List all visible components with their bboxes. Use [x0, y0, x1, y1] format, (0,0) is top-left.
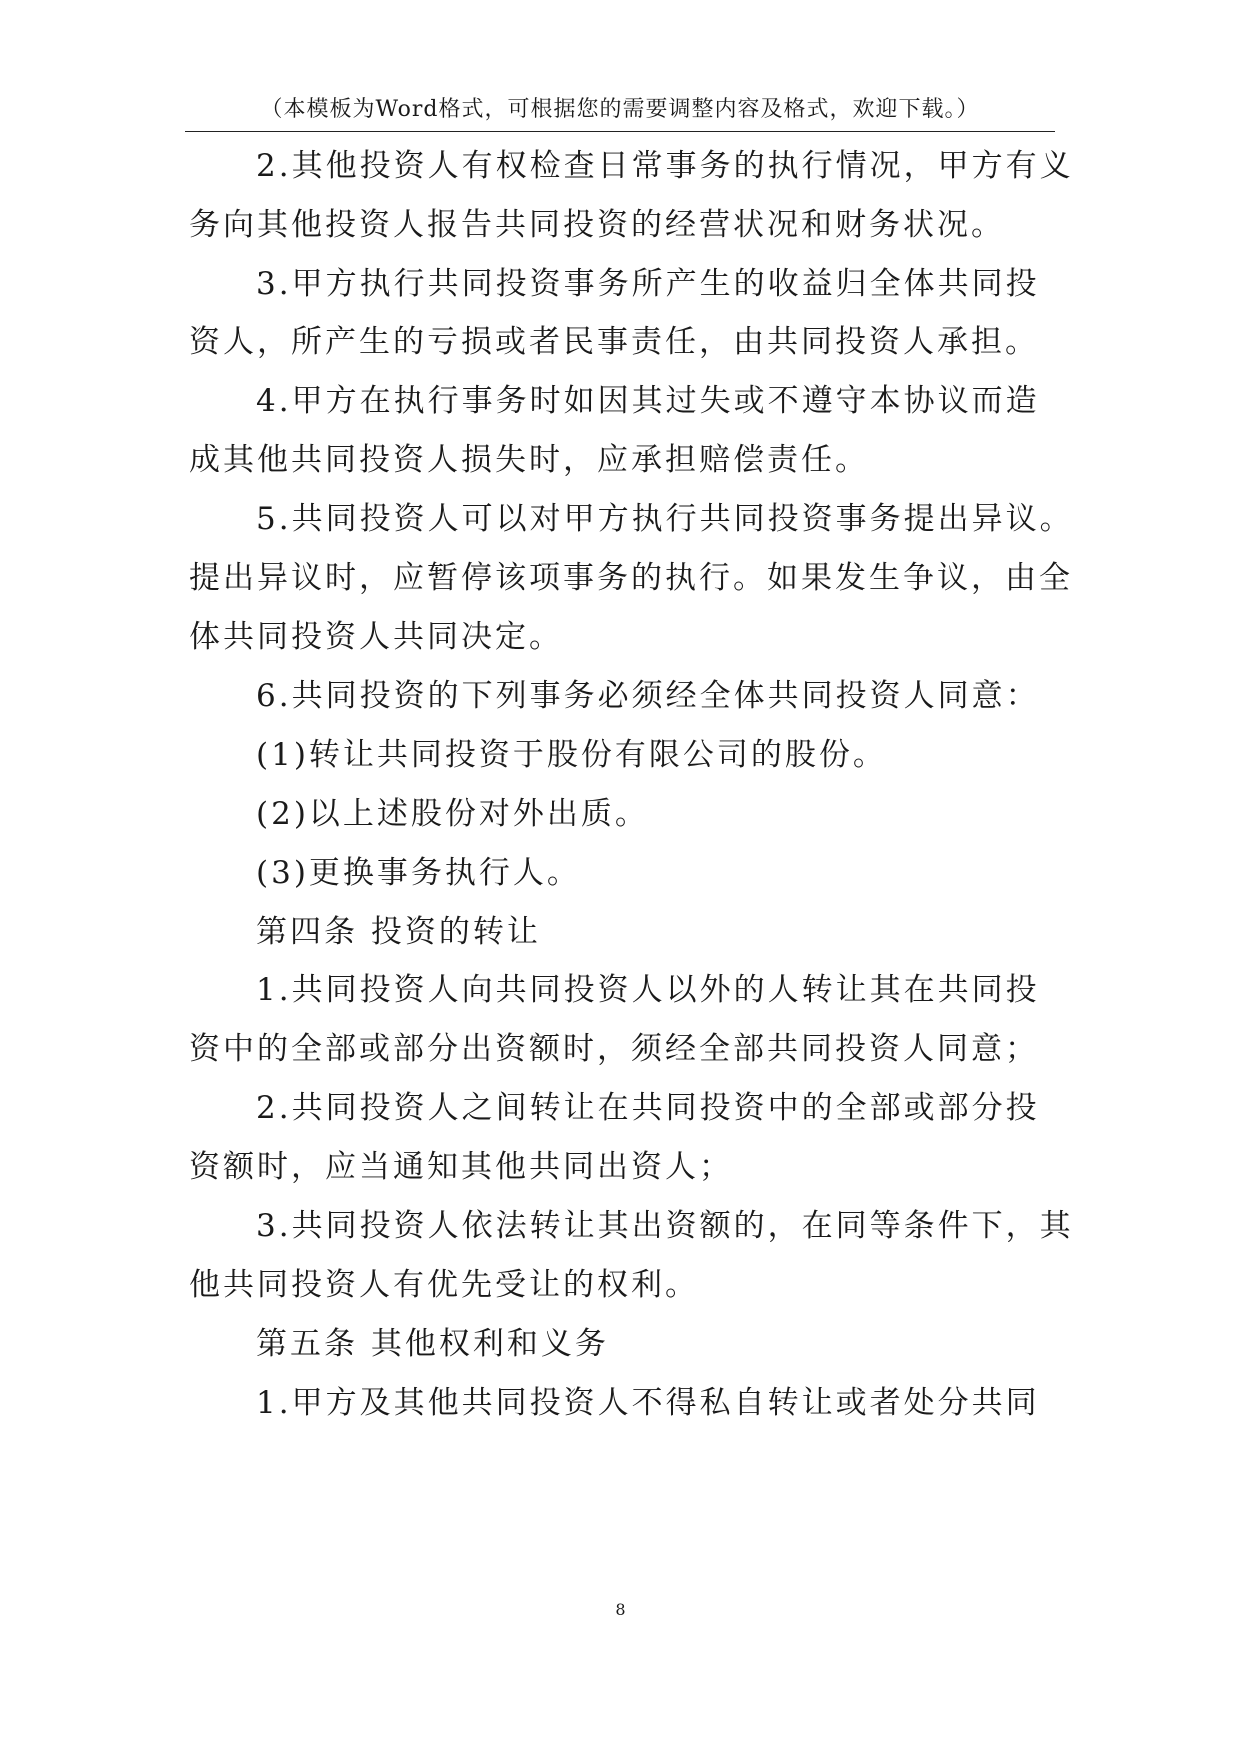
paragraph-line: 3.共同投资人依法转让其出资额的，在同等条件下，其: [256, 1208, 1074, 1244]
list-item: (3)更换事务执行人。: [256, 855, 581, 891]
paragraph-line: 资人，所产生的亏损或者民事责任，由共同投资人承担。: [189, 324, 1039, 360]
paragraph-line: 体共同投资人共同决定。: [189, 619, 563, 655]
paragraph-line: 2.共同投资人之间转让在共同投资中的全部或部分投: [256, 1090, 1040, 1126]
list-item: (1)转让共同投资于股份有限公司的股份。: [256, 737, 887, 773]
paragraph-line: 4.甲方在执行事务时如因其过失或不遵守本协议而造: [256, 383, 1040, 419]
section-heading: 第五条 其他权利和义务: [256, 1326, 609, 1362]
paragraph-line: 他共同投资人有优先受让的权利。: [189, 1267, 699, 1303]
page-number: 8: [615, 1600, 626, 1619]
document-header-note: （本模板为Word格式，可根据您的需要调整内容及格式，欢迎下载。）: [260, 97, 980, 122]
paragraph-line: 1.共同投资人向共同投资人以外的人转让其在共同投: [256, 972, 1040, 1008]
paragraph-line: 6.共同投资的下列事务必须经全体共同投资人同意：: [256, 678, 1040, 714]
paragraph-line: 提出异议时，应暂停该项事务的执行。如果发生争议，由全: [189, 560, 1073, 596]
paragraph-line: 1.甲方及其他共同投资人不得私自转让或者处分共同: [256, 1385, 1040, 1421]
paragraph-line: 2.其他投资人有权检查日常事务的执行情况，甲方有义: [256, 148, 1074, 184]
section-heading: 第四条 投资的转让: [256, 914, 541, 950]
list-item: (2)以上述股份对外出质。: [256, 796, 649, 832]
paragraph-line: 资额时，应当通知其他共同出资人；: [189, 1149, 733, 1185]
paragraph-line: 5.共同投资人可以对甲方执行共同投资事务提出异议。: [256, 501, 1074, 537]
header-divider: [185, 131, 1055, 132]
paragraph-line: 资中的全部或部分出资额时，须经全部共同投资人同意；: [189, 1031, 1039, 1067]
paragraph-line: 务向其他投资人报告共同投资的经营状况和财务状况。: [189, 207, 1005, 243]
paragraph-line: 成其他共同投资人损失时，应承担赔偿责任。: [189, 442, 869, 478]
paragraph-line: 3.甲方执行共同投资事务所产生的收益归全体共同投: [256, 266, 1040, 302]
